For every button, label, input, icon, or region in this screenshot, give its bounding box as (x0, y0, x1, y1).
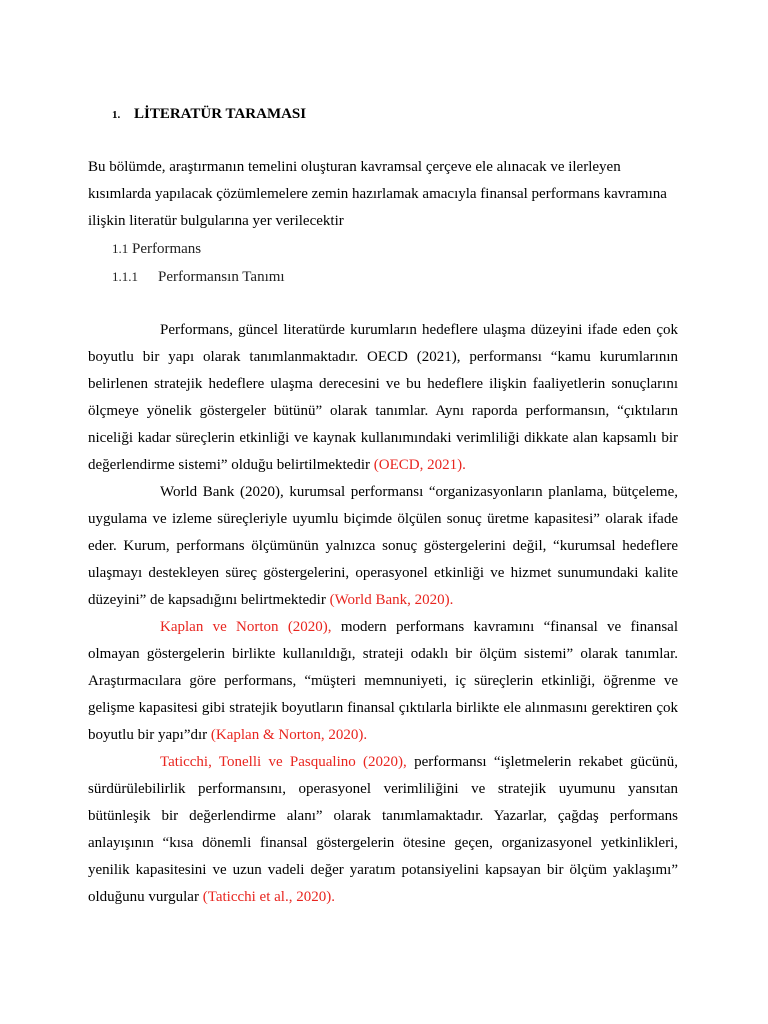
section-title: LİTERATÜR TARAMASI (134, 106, 307, 122)
paragraph-text: performansı “işletmelerin rekabet gücünü, sürdürülebilirlik performansını, operasyonel verimliliğini ve stratejik uyumunu yansıtan bütünleşik bir değerlendirme alanı” olarak tanımlamaktadır. Yazarlar, çağdaş performans anlayışının “kısa dönemli finansal göstergelerin ötesine geçen, organizasyonel yetkinlikleri, yenilik kapasitesini ve uzun vadeli değer yaratım potansiyelini kapsayan bir ölçüm yaklaşımı” olduğunu vurgular (88, 754, 678, 905)
intro-paragraph: Bu bölümde, araştırmanın temelini oluşturan kavramsal çerçeve ele alınacak ve ilerleyen kısımlarda yapılacak çözümlemelere zemin hazırlamak amacıyla finansal performans kavramına ilişkin literatür bulgularına yer verilecektir (88, 159, 667, 229)
paragraph-citation: (Taticchi et al., 2020). (202, 889, 335, 905)
paragraph-citation: (OECD, 2021). (373, 457, 466, 473)
subsubsection-title: Performansın Tanımı (158, 269, 285, 285)
paragraph-lead-citation: Kaplan ve Norton (2020), (160, 619, 332, 635)
subsubsection-heading (112, 263, 678, 291)
document-page (88, 106, 678, 911)
subsection-number: 1.1 (112, 241, 129, 256)
section-number: 1. (112, 109, 121, 121)
body-text (88, 317, 678, 911)
paragraph-text: Performans, güncel literatürde kurumların hedeflere ulaşma düzeyini ifade eden çok boyutlu bir yapı olarak tanımlanmaktadır. OECD (2021), performansı “kamu kurumlarının belirlenen stratejik hedeflere ulaşma derecesini ve bu hedeflere ilişkin faaliyetlerin sonuçlarını ölçmeye yönelik göstergeler bütünü” olarak tanımlar. Aynı raporda performansın, “çıktıların niceliği kadar süreçlerin etkinliği ve kaynak kullanımındaki verimliliği dikkate alan kapsamlı bir değerlendirme sistemi” olduğu belirtilmektedir (88, 322, 678, 473)
paragraph-citation: (World Bank, 2020). (329, 592, 454, 608)
body-paragraph (88, 614, 678, 749)
subsection-heading (112, 235, 678, 263)
paragraph-text: modern performans kavramını “finansal ve finansal olmayan göstergelerin birlikte kullanıldığı, strateji odaklı bir ölçüm sistemi” olarak tanımlar. Araştırmacılara göre performans, “müşteri memnuniyeti, iç süreçlerin etkinliği, öğrenme ve gelişme kapasitesi gibi stratejik boyutların finansal çıktılarla birlikte ele alınmasını gerektiren çok boyutlu bir yapı”dır (88, 619, 678, 743)
body-paragraph (88, 749, 678, 911)
paragraph-citation: (Kaplan & Norton, 2020). (210, 727, 368, 743)
paragraph-lead-citation: Taticchi, Tonelli ve Pasqualino (2020), (160, 754, 407, 770)
subsection-title: Performans (132, 241, 202, 257)
subsubsection-number: 1.1.1 (112, 269, 138, 284)
paragraph-text: World Bank (2020), kurumsal performansı “organizasyonların planlama, bütçeleme, uygulama ve izleme süreçleriyle uyumlu biçimde ölçülen sonuç üretme kapasitesi” olarak ifade eder. Kurum, performans ölçümünün yalnızca sonuç göstergelerini değil, “kurumsal hedeflere ulaşmayı destekleyen süreç göstergelerini, operasyonel etkinliği ve hizmet sunumundaki kalite düzeyini” de kapsadığını belirtmektedir (88, 484, 678, 608)
body-paragraph (88, 479, 678, 614)
body-paragraph (88, 317, 678, 479)
section-heading (112, 106, 678, 132)
